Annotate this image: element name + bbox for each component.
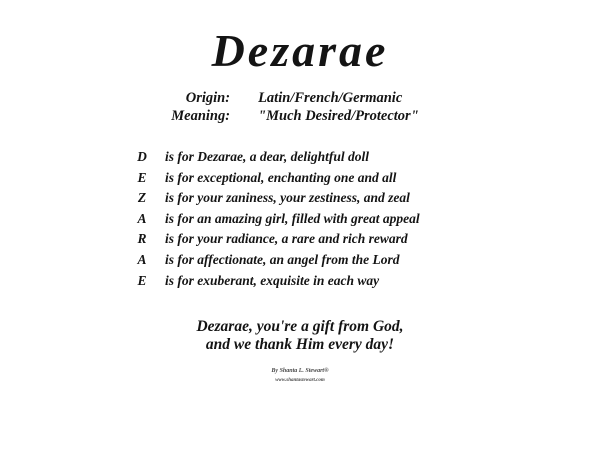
poem-text: is for an amazing girl, filled with great appeal [165, 210, 420, 226]
poem-letter: A [137, 210, 147, 226]
meaning-value: "Much Desired/Protector" [258, 108, 419, 124]
origin-value: Latin/French/Germanic [258, 90, 403, 106]
poem-text: is for exuberant, exquisite in each way [165, 272, 380, 288]
name-details [0, 90, 595, 125]
poem-line [134, 147, 420, 168]
poem-line [134, 188, 420, 209]
meaning-label: Meaning: [171, 108, 231, 124]
acrostic-poem [134, 147, 420, 291]
poem-text: is for your zaniness, your zestiness, and zeal [165, 190, 410, 206]
poem-letter: D [137, 149, 147, 164]
page-title: Dezarae [211, 25, 389, 76]
credit-author: By Shanta L. Stewart® [271, 368, 329, 374]
poem-text: is for Dezarae, a dear, delightful doll [165, 149, 370, 164]
poem-line [134, 168, 420, 189]
poem-line [134, 229, 420, 250]
poem-letter: A [137, 251, 147, 267]
poem-text: is for your radiance, a rare and rich reward [165, 231, 408, 247]
poem-letter: R [137, 231, 147, 247]
poem-line [134, 209, 420, 230]
poem-letter: Z [137, 190, 147, 206]
poem-line [134, 271, 420, 292]
origin-label: Origin: [185, 90, 231, 106]
poem-text: is for exceptional, enchanting one and all [165, 169, 397, 185]
poem-line [134, 250, 420, 271]
closing-line-1: Dezarae, you're a gift from God, [196, 318, 404, 335]
poem-letter: E [137, 169, 147, 185]
poem-letter: E [137, 272, 147, 288]
closing-blessing [0, 318, 600, 354]
closing-line-2: and we thank Him every day! [205, 336, 395, 353]
author-credit [0, 367, 600, 385]
credit-website: www.shantastewart.com [275, 377, 325, 383]
poem-text: is for affectionate, an angel from the Lord [165, 251, 400, 267]
